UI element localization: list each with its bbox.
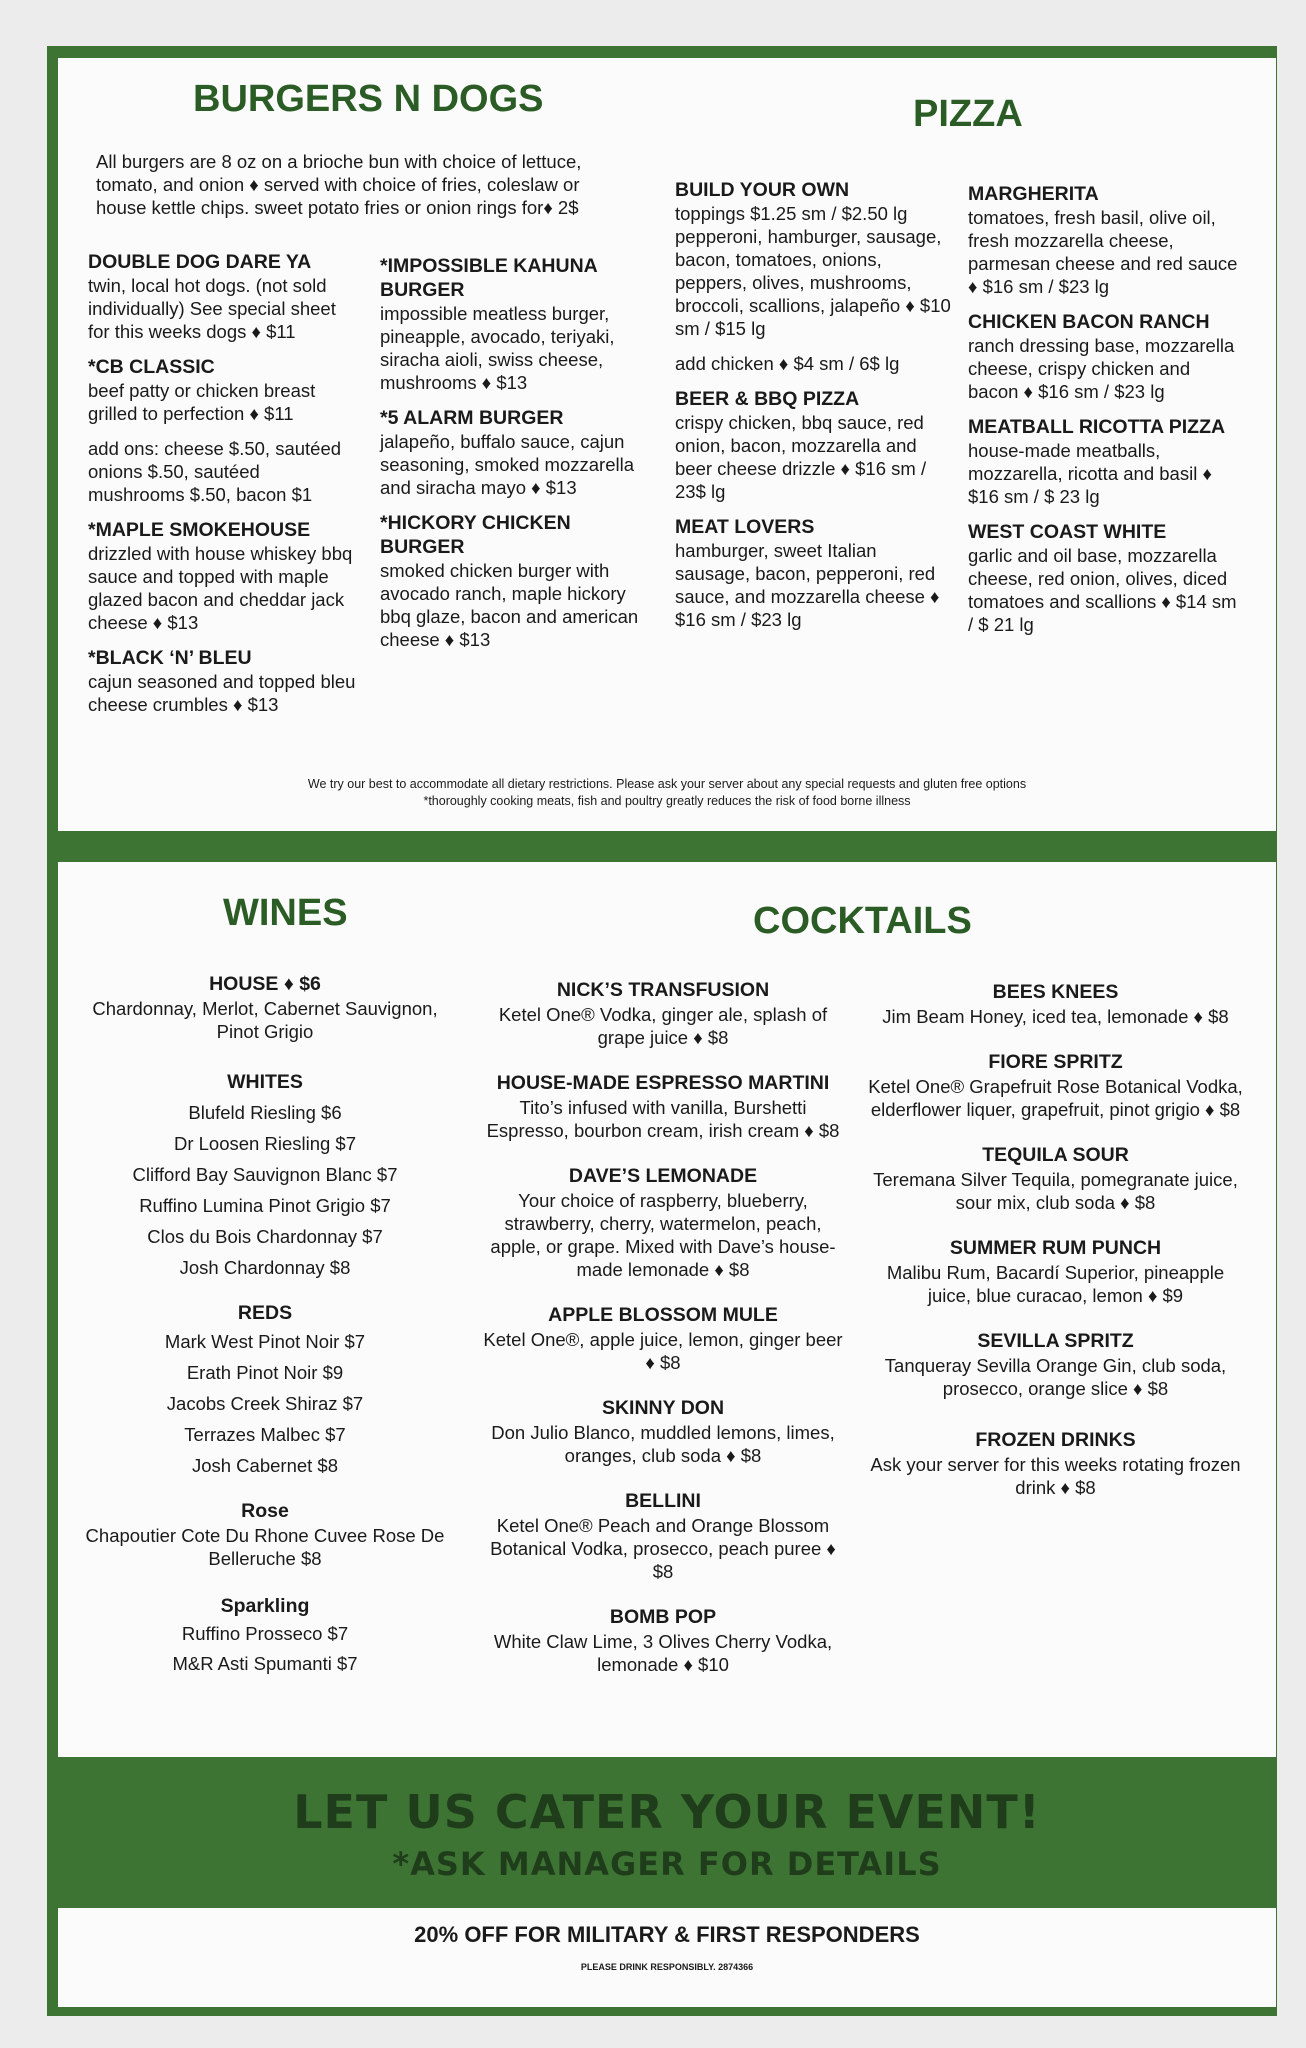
wine-section-sparkling: Sparkling Ruffino Prosseco $7 M&R Asti Spumanti $7: [80, 1594, 450, 1679]
cocktail-item: FROZEN DRINKS Ask your server for this weeks rotating frozen drink ♦ $8: [870, 1429, 1241, 1498]
wine-item: Terrazes Malbec $7: [184, 1424, 346, 1445]
catering-banner: [58, 1757, 1276, 1908]
menu-item: *HICKORY CHICKEN BURGER smoked chicken burger with avocado ranch, maple hickory bbq glaze, bacon and american cheese ♦ $13: [380, 512, 639, 650]
wine-item: Dr Loosen Riesling $7: [173, 1133, 357, 1154]
wine-section-rose: Rose Chapoutier Cote Du Rhone Cuvee Rose De Belleruche $8: [85, 1500, 445, 1569]
menu-item: *BLACK ‘N’ BLEU cajun seasoned and topped bleu cheese crumbles ♦ $13: [88, 647, 356, 715]
wine-section-whites: WHITES Blufeld Riesling $6 Dr Loosen Riesling $7 Clifford Bay Sauvignon Blanc $7 Ruffino Lumina Pinot Grigio $7 Clos du Bois Chardonnay $7 Josh Chardonnay $8: [80, 1067, 450, 1283]
menu-item: BUILD YOUR OWN toppings $1.25 sm / $2.50 lg pepperoni, hamburger, sausage, bacon, tomatoes, onions, peppers, olives, mushrooms, broccoli, scallions, jalapeño ♦ $10 sm / $15 lg: [675, 179, 951, 339]
cocktails-title: COCKTAILS: [753, 900, 972, 942]
dietary-note: We try our best to accommodate all dietary restrictions. Please ask your server about any special requests and gluten free options: [307, 777, 1027, 791]
burgers-right-column: [380, 254, 660, 663]
cocktail-item: SKINNY DON Don Julio Blanco, muddled lemons, limes, oranges, club soda ♦ $8: [491, 1397, 835, 1466]
menu-item: BEER & BBQ PIZZA crispy chicken, bbq sauce, red onion, bacon, mozzarella and beer cheese drizzle ♦ $16 sm / 23$ lg: [675, 388, 927, 502]
cocktail-item: BEES KNEES Jim Beam Honey, iced tea, lemonade ♦ $8: [882, 981, 1229, 1027]
cocktail-item: SEVILLA SPRITZ Tanqueray Sevilla Orange Gin, club soda, prosecco, orange slice ♦ $8: [884, 1330, 1227, 1399]
cocktail-item: TEQUILA SOUR Teremana Silver Tequila, pomegranate juice, sour mix, club soda ♦ $8: [873, 1144, 1238, 1213]
food-panel: [58, 58, 1276, 831]
cocktail-item: SUMMER RUM PUNCH Malibu Rum, Bacardí Superior, pineapple juice, blue curacao, lemon ♦ $9: [886, 1237, 1225, 1306]
burgers-intro: All burgers are 8 oz on a brioche bun with choice of lettuce, tomato, and onion ♦ served with choice of fries, coleslaw or house kettle chips. sweet potato fries or onion rings for♦ 2$: [96, 151, 582, 218]
menu-item: *5 ALARM BURGER jalapeño, buffalo sauce, cajun seasoning, smoked mozzarella and siracha mayo ♦ $13: [380, 407, 634, 498]
menu-item: DOUBLE DOG DARE YA twin, local hot dogs. (not sold individually) See special sheet for this weeks dogs ♦ $11: [88, 251, 336, 342]
pizza-title: PIZZA: [913, 93, 1023, 135]
menu-item: WEST COAST WHITE garlic and oil base, mozzarella cheese, red onion, olives, diced tomatoes and scallions ♦ $14 sm / $ 21 lg: [968, 521, 1237, 635]
catering-headline: LET US CATER YOUR EVENT!: [293, 1785, 1041, 1839]
burgers-left-column: [88, 250, 358, 728]
drinks-panel: [58, 862, 1276, 1757]
wines-title: WINES: [223, 892, 348, 934]
menu-item: MARGHERITA tomatoes, fresh basil, olive oil, fresh mozzarella cheese, parmesan cheese and red sauce ♦ $16 sm / $23 lg: [968, 183, 1238, 297]
wine-item: Jacobs Creek Shiraz $7: [166, 1393, 364, 1414]
menu-item: *MAPLE SMOKEHOUSE drizzled with house whiskey bbq sauce and topped with maple glazed bacon and cheddar jack cheese ♦ $13: [88, 519, 353, 633]
food-safety-note: *thoroughly cooking meats, fish and poultry greatly reduces the risk of food borne illness: [423, 794, 911, 808]
footer-panel: [58, 1908, 1276, 2007]
wine-item: M&R Asti Spumanti $7: [172, 1653, 358, 1674]
catering-subline: *ASK MANAGER FOR DETAILS: [392, 1845, 942, 1883]
cocktail-item: FIORE SPRITZ Ketel One® Grapefruit Rose Botanical Vodka, elderflower liquer, grapefruit, pinot grigio ♦ $8: [868, 1051, 1243, 1120]
pizza-left-column: [675, 178, 955, 643]
burgers-title: BURGERS N DOGS: [193, 78, 544, 120]
menu-item: *CB CLASSIC beef patty or chicken breast grilled to perfection ♦ $11: [88, 356, 316, 424]
wine-item: Erath Pinot Noir $9: [186, 1362, 344, 1383]
menu-item: *IMPOSSIBLE KAHUNA BURGER impossible meatless burger, pineapple, avocado, teriyaki, siracha aioli, swiss cheese, mushrooms ♦ $13: [380, 255, 615, 393]
wine-item: Ruffino Prosseco $7: [181, 1623, 349, 1644]
cocktail-item: HOUSE-MADE ESPRESSO MARTINI Tito’s infused with vanilla, Burshetti Espresso, bourbon cream, irish cream ♦ $8: [486, 1072, 840, 1141]
wine-item: Clifford Bay Sauvignon Blanc $7: [132, 1164, 398, 1185]
wines-column: [80, 972, 450, 1703]
wine-item: Josh Chardonnay $8: [179, 1257, 351, 1278]
wine-item: Blufeld Riesling $6: [188, 1102, 342, 1123]
cocktail-item: DAVE’S LEMONADE Your choice of raspberry, blueberry, strawberry, cherry, watermelon, peach, apple, or grape. Mixed with Dave’s house-made lemonade ♦ $8: [490, 1165, 836, 1280]
cocktail-item: BOMB POP White Claw Lime, 3 Olives Cherry Vodka, lemonade ♦ $10: [493, 1606, 833, 1675]
cocktails-right-column: [868, 980, 1243, 1521]
menu-item: MEAT LOVERS hamburger, sweet Italian sausage, bacon, pepperoni, red sauce, and mozzarella cheese ♦ $16 sm / $23 lg: [675, 516, 940, 630]
pizza-right-column: [968, 182, 1240, 648]
menu-item: MEATBALL RICOTTA PIZZA house-made meatballs, mozzarella, ricotta and basil ♦ $16 sm / $ 23 lg: [968, 416, 1226, 507]
wine-item: Ruffino Lumina Pinot Grigio $7: [139, 1195, 391, 1216]
wine-section-house: HOUSE ♦ $6 Chardonnay, Merlot, Cabernet Sauvignon, Pinot Grigio: [92, 973, 438, 1042]
cocktails-left-column: [478, 978, 848, 1698]
military-discount: 20% OFF FOR MILITARY & FIRST RESPONDERS: [414, 1922, 920, 1947]
menu-item: add chicken ♦ $4 sm / 6$ lg: [675, 353, 900, 374]
wine-item: Mark West Pinot Noir $7: [164, 1331, 366, 1352]
wine-item: Josh Cabernet $8: [191, 1455, 339, 1476]
drink-responsibly-note: PLEASE DRINK RESPONSIBLY. 2874366: [580, 1962, 754, 1972]
cocktail-item: NICK’S TRANSFUSION Ketel One® Vodka, ginger ale, splash of grape juice ♦ $8: [498, 979, 828, 1048]
menu-item: add ons: cheese $.50, sautéed onions $.50, sautéed mushrooms $.50, bacon $1: [88, 438, 342, 505]
menu-item: CHICKEN BACON RANCH ranch dressing base, mozzarella cheese, crispy chicken and bacon ♦ $16 sm / $23 lg: [968, 311, 1235, 402]
wine-section-reds: REDS Mark West Pinot Noir $7 Erath Pinot Noir $9 Jacobs Creek Shiraz $7 Terrazes Malbec $7 Josh Cabernet $8: [80, 1301, 450, 1481]
cocktail-item: APPLE BLOSSOM MULE Ketel One®, apple juice, lemon, ginger beer ♦ $8: [483, 1304, 843, 1373]
cocktail-item: BELLINI Ketel One® Peach and Orange Blossom Botanical Vodka, prosecco, peach puree ♦ $8: [490, 1490, 836, 1582]
wine-item: Clos du Bois Chardonnay $7: [147, 1226, 383, 1247]
